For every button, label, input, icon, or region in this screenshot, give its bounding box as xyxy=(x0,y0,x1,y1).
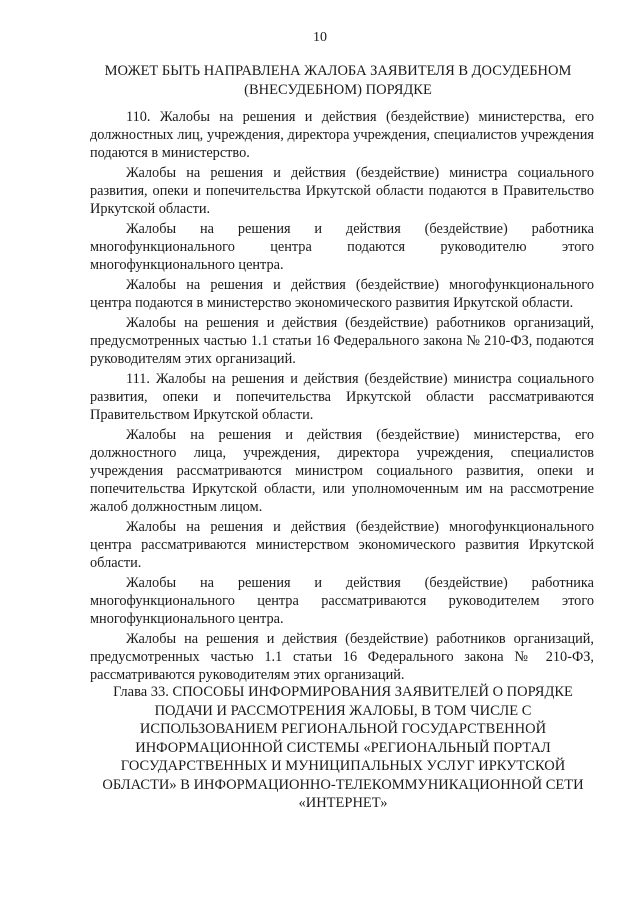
paragraph: Жалобы на решения и действия (бездействие) министра социального развития, опеки и попечительства Иркутской области подаются в Правительство Иркутской области. xyxy=(90,165,594,217)
page-number: 10 xyxy=(313,30,327,45)
paragraph-110: 110. Жалобы на решения и действия (бездействие) министерства, его должностных лиц, учреждения, директора учреждения, специалистов учреждения подаются в министерство. xyxy=(90,109,594,161)
paragraph: Жалобы на решения и действия (бездействие) работника многофункционального центра подаются руководителю этого многофункционального центра. xyxy=(90,221,594,273)
paragraph: Жалобы на решения и действия (бездействие) многофункционального центра подаются в министерство экономического развития Иркутской области. xyxy=(90,277,594,311)
paragraph-111: 111. Жалобы на решения и действия (бездействие) министра социального развития, опеки и попечительства Иркутской области рассматриваются Правительством Иркутской области. xyxy=(90,371,594,423)
section-heading: МОЖЕТ БЫТЬ НАПРАВЛЕНА ЖАЛОБА ЗАЯВИТЕЛЯ В ДОСУДЕБНОМ (ВНЕСУДЕБНОМ) ПОРЯДКЕ xyxy=(104,63,572,98)
paragraph: Жалобы на решения и действия (бездействие) многофункционального центра рассматриваются министерством экономического развития Иркутской области. xyxy=(90,519,594,571)
paragraph: Жалобы на решения и действия (бездействие) министерства, его должностного лица, учреждения, директора учреждения, специалистов учреждения рассматриваются министром социального развития, опеки и попечительства Иркутской области, или уполномоченным им на рассмотрение жалоб должностным лицом. xyxy=(90,427,594,515)
body-text xyxy=(90,108,594,686)
chapter-heading: Глава 33. СПОСОБЫ ИНФОРМИРОВАНИЯ ЗАЯВИТЕЛЕЙ О ПОРЯДКЕ ПОДАЧИ И РАССМОТРЕНИЯ ЖАЛОБЫ, В ТОМ ЧИСЛЕ С ИСПОЛЬЗОВАНИЕМ РЕГИОНАЛЬНОЙ ГОСУДАРСТВЕННОЙ ИНФОРМАЦИОННОЙ СИСТЕМЫ «РЕГИОНАЛЬНЫЙ ПОРТАЛ ГОСУДАРСТВЕННЫХ И МУНИЦИПАЛЬНЫХ УСЛУГ ИРКУТСКОЙ ОБЛАСТИ» В ИНФОРМАЦИОННО-ТЕЛЕКОММУНИКАЦИОННОЙ СЕТИ «ИНТЕРНЕТ» xyxy=(102,684,584,811)
paragraph: Жалобы на решения и действия (бездействие) работников организаций, предусмотренных частью 1.1 статьи 16 Федерального закона № 210-ФЗ, рассматриваются руководителям этих организаций. xyxy=(90,631,594,683)
paragraph: Жалобы на решения и действия (бездействие) работников организаций, предусмотренных частью 1.1 статьи 16 Федерального закона № 210-ФЗ, подаются руководителям этих организаций. xyxy=(90,315,594,367)
paragraph: Жалобы на решения и действия (бездействие) работника многофункционального центра рассматриваются руководителем этого многофункционального центра. xyxy=(90,575,594,627)
